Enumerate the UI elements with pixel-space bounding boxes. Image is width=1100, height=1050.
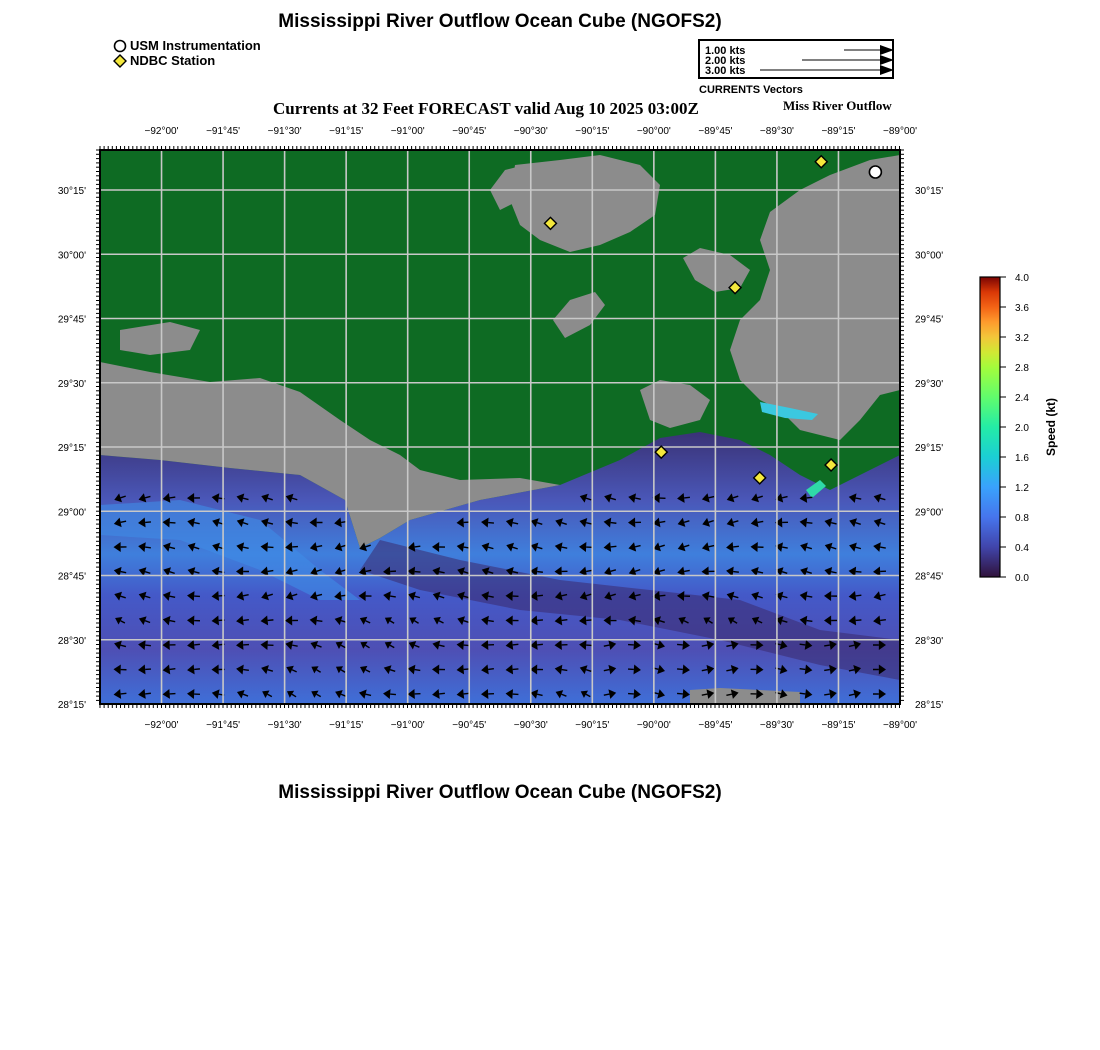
lat-tick-label: 29°30'	[915, 378, 944, 390]
current-vector-shaft	[415, 546, 421, 547]
current-vector-shaft	[856, 572, 862, 573]
current-vector-shaft	[677, 669, 683, 670]
lat-tick-label: 28°45'	[57, 571, 86, 583]
lat-tick-label: 29°45'	[915, 314, 944, 326]
current-vector-shaft	[145, 645, 151, 646]
vector-scale-row: 2.00 kts	[705, 55, 746, 67]
current-vector-shaft	[513, 644, 519, 645]
current-vector-shaft	[194, 644, 200, 645]
current-vector-shaft	[824, 694, 830, 695]
current-vector-shaft	[660, 595, 666, 596]
lat-tick-label: 29°30'	[57, 378, 86, 390]
lon-tick-label: −89°15'	[821, 720, 856, 731]
lon-tick-label: −89°30'	[759, 720, 794, 731]
lat-tick-label: 30°15'	[915, 186, 944, 197]
lon-tick-label: −90°00'	[636, 126, 671, 137]
lon-tick-label: −89°30'	[759, 126, 794, 137]
lat-tick-label: 29°15'	[915, 443, 944, 454]
colorbar-tick-label: 3.2	[1015, 333, 1029, 344]
lon-labels-bottom	[145, 720, 918, 731]
lon-tick-label: −92°00'	[144, 126, 179, 137]
current-vector-shaft	[758, 521, 764, 522]
colorbar-label: Speed (kt)	[1044, 397, 1058, 457]
colorbar-tick-label: 0.4	[1015, 543, 1029, 554]
colorbar-tick-label: 2.4	[1015, 393, 1029, 404]
colorbar-tick-label: 4.0	[1015, 273, 1029, 284]
lon-tick-label: −89°00'	[883, 126, 917, 137]
lon-tick-label: −91°30'	[267, 720, 302, 731]
current-vector-shaft	[807, 621, 813, 622]
vector-scale-row: 3.00 kts	[705, 65, 746, 77]
current-vector-shaft	[880, 620, 886, 621]
current-vector-shaft	[684, 570, 690, 571]
colorbar-tick-label: 2.8	[1015, 363, 1029, 374]
lon-tick-label: −89°45'	[698, 126, 733, 137]
lon-labels-top	[145, 126, 918, 137]
current-vector-shaft	[807, 497, 813, 498]
lon-tick-label: −90°45'	[452, 126, 487, 137]
current-vector-shaft	[170, 669, 176, 670]
current-vector-shaft	[562, 620, 568, 621]
colorbar-tick-label: 0.0	[1015, 573, 1029, 584]
lat-tick-label: 29°45'	[57, 314, 86, 326]
current-vector-shaft	[415, 670, 421, 671]
current-vector-shaft	[488, 621, 494, 622]
current-vector-shaft	[145, 693, 151, 694]
current-vector-shaft	[268, 620, 274, 621]
current-vector-shaft	[317, 621, 323, 622]
lon-tick-label: −91°15'	[329, 720, 364, 731]
lat-tick-label: 28°15'	[915, 700, 944, 711]
lon-tick-label: −91°45'	[206, 720, 241, 731]
current-vector-shaft	[243, 670, 249, 671]
lat-tick-label: 28°45'	[915, 571, 944, 583]
lon-tick-label: −91°15'	[329, 126, 364, 137]
lon-tick-label: −89°15'	[821, 126, 856, 137]
lon-tick-label: −89°00'	[883, 720, 917, 731]
current-vector-shaft	[121, 693, 127, 694]
legend-usm-label: USM Instrumentation	[130, 38, 261, 53]
current-vector-shaft	[824, 645, 830, 646]
lon-tick-label: −91°00'	[390, 126, 425, 137]
current-vector-shaft	[488, 669, 494, 670]
lon-tick-label: −91°45'	[206, 126, 241, 137]
current-vector-shaft	[611, 546, 617, 547]
current-vector-shaft	[439, 693, 445, 694]
lon-tick-label: −91°00'	[390, 720, 425, 731]
current-vector-shaft	[660, 521, 666, 522]
lon-tick-label: −90°30'	[513, 126, 548, 137]
lon-tick-label: −90°45'	[452, 720, 487, 731]
current-vector-shaft	[390, 596, 396, 597]
region-label: Miss River Outflow	[783, 98, 892, 113]
current-vector-shaft	[586, 570, 592, 571]
lon-tick-label: −89°45'	[698, 720, 733, 731]
colorbar-tick-label: 1.6	[1015, 453, 1029, 464]
usm-station-marker	[869, 166, 881, 178]
vector-scale-row: 1.00 kts	[705, 45, 746, 57]
current-vector-shaft	[292, 523, 298, 524]
map-panel	[100, 150, 900, 704]
lat-tick-label: 28°30'	[915, 635, 944, 647]
current-vector-shaft	[800, 669, 806, 670]
map-title-repeat: Mississippi River Outflow Ocean Cube (NGOFS2)	[278, 782, 722, 803]
current-vector-shaft	[170, 497, 176, 498]
current-vector-shaft	[268, 571, 274, 572]
current-vector-shaft	[243, 620, 249, 621]
current-vector-shaft	[677, 644, 683, 645]
lon-tick-label: −90°00'	[636, 720, 671, 731]
lon-tick-label: −90°30'	[513, 720, 548, 731]
vector-scale-caption: CURRENTS Vectors	[699, 84, 803, 96]
colorbar-ticks	[1000, 273, 1029, 584]
lon-tick-label: −91°30'	[267, 126, 302, 137]
colorbar-tick-label: 3.6	[1015, 303, 1029, 314]
lat-tick-label: 29°00'	[57, 507, 86, 519]
current-vector-shaft	[145, 547, 151, 548]
current-vector-shaft	[709, 596, 715, 597]
colorbar-tick-label: 2.0	[1015, 423, 1029, 434]
current-vector-shaft	[513, 669, 519, 670]
lat-tick-label: 30°15'	[57, 186, 86, 197]
current-vector-shaft	[800, 693, 806, 694]
current-vector-shaft	[586, 620, 592, 621]
current-vector-shaft	[537, 595, 543, 596]
current-vector-shaft	[800, 644, 806, 645]
lon-tick-label: −90°15'	[575, 720, 610, 731]
current-vector-shaft	[824, 670, 830, 671]
current-vector-shaft	[733, 572, 739, 573]
colorbar	[980, 277, 1000, 577]
lat-tick-label: 30°00'	[57, 250, 86, 262]
lon-tick-label: −90°15'	[575, 126, 610, 137]
legend-ndbc-label: NDBC Station	[130, 53, 216, 68]
current-vector-shaft	[537, 644, 543, 645]
current-vector-shaft	[856, 620, 862, 621]
current-vector-shaft	[415, 572, 421, 573]
current-vector-shaft	[537, 572, 543, 573]
lat-tick-label: 29°00'	[915, 507, 944, 519]
current-vector-shaft	[733, 546, 739, 547]
current-vector-shaft	[611, 523, 617, 524]
colorbar-tick-label: 1.2	[1015, 483, 1029, 494]
lat-tick-label: 28°15'	[57, 700, 86, 711]
lat-labels-right	[915, 186, 943, 711]
forecast-subtitle: Currents at 32 Feet FORECAST valid Aug 10 2025 03:00Z	[273, 99, 699, 118]
current-vector-shaft	[856, 595, 862, 596]
current-vector-shaft	[635, 621, 641, 622]
lat-tick-label: 29°15'	[57, 443, 86, 454]
current-vector-shaft	[807, 596, 813, 597]
lat-labels-left	[58, 186, 86, 711]
current-vector-shaft	[677, 693, 683, 694]
lat-tick-label: 28°30'	[57, 635, 86, 647]
current-vector-shaft	[488, 523, 494, 524]
lat-tick-label: 30°00'	[915, 250, 944, 262]
current-vector-shaft	[880, 547, 886, 548]
current-vector-shaft	[807, 523, 813, 524]
map-title: Mississippi River Outflow Ocean Cube (NGOFS2)	[278, 11, 722, 32]
colorbar-tick-label: 0.8	[1015, 513, 1029, 524]
current-vector-shaft	[194, 669, 200, 670]
lon-tick-label: −92°00'	[144, 720, 179, 731]
current-vector-shaft	[782, 547, 788, 548]
current-vector-shaft	[856, 498, 862, 499]
current-vector-shaft	[684, 497, 690, 498]
current-vector-shaft	[562, 670, 568, 671]
